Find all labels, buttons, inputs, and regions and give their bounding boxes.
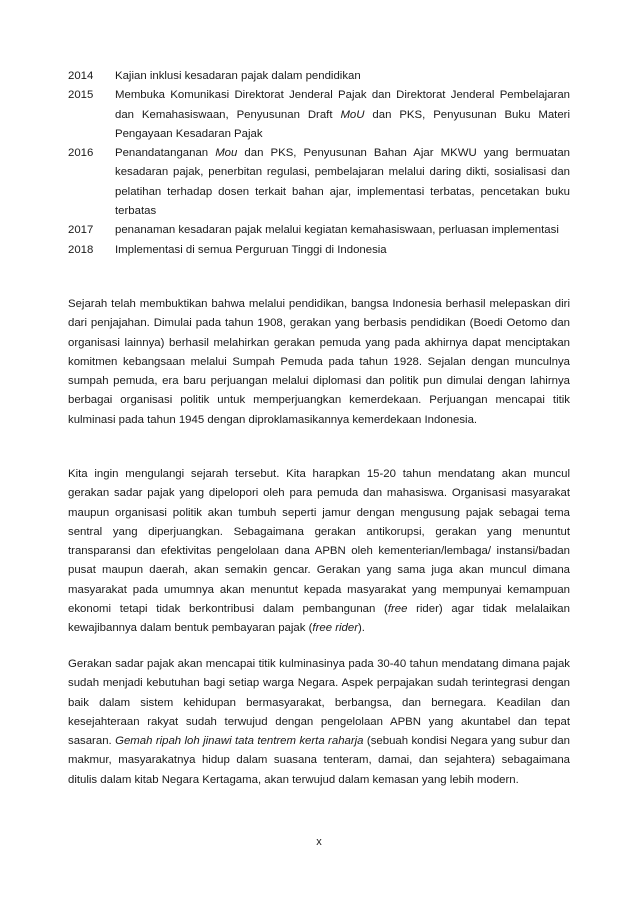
paragraph-history: Sejarah telah membuktikan bahwa melalui pendidikan, bangsa Indonesia berhasil melepaskan diri dari penjajahan. Dimulai pada tahun 1908, gerakan yang berbasis pendidikan (Boedi Oetomo dan organisasi lainnya) berhasil melahirkan gerakan pemuda yang pada akhirnya dapat menciptakan komitmen kebangsaan melalui Sumpah Pemuda pada tahun 1928. Sejalan dengan munculnya sumpah pemuda, era baru perjuangan melalui diplomasi dan politik pun dimulai dengan lahirnya berbagai organisasi politik untuk memperjuangkan kemerdekaan. Perjuangan mencapai titik kulminasi pada tahun 1945 dengan diproklamasikannya kemerdekaan Indonesia. [68,298,570,426]
timeline-list [68,67,570,260]
italic-term: free rider [312,622,359,635]
timeline-italic-term: Mou [215,147,238,160]
italic-term: free [387,603,408,616]
timeline-row [68,67,570,86]
timeline-text-part: Membuka Komunikasi Direktorat Jenderal Pajak dan Direktorat Jenderal Pembelajaran dan Kemahasiswaan, Penyusunan Draft [115,89,570,121]
page-number: x [316,836,322,848]
timeline-italic-term: MoU [340,108,365,121]
timeline-text [115,86,570,144]
paragraph-text-part: Gerakan sadar pajak akan mencapai titik kulminasinya pada 30-40 tahun mendatang dimana pajak sudah menjadi kebutuhan bagi setiap warga Negara. Aspek perpajakan sudah terintegrasi dengan baik dalam sistem kehidupan bermasyarakat, berbangsa, dan bernegara. Keadilan dan kesejahteraan rakyat sudah terwujud dengan pengelolaan APBN yang akuntabel dan tepat sasaran. [68,658,570,748]
timeline-year: 2017 [68,224,94,237]
timeline-text [115,144,570,221]
timeline-text-part: dan PKS, Penyusunan Bahan Ajar MKWU yang bermuatan kesadaran pajak, penerbitan regulasi, pembelajaran melalui daring dikti, sosialisasi dan pelatihan terhadap dosen terkait bahan ajar, implementasi terbatas, pencetakan buku terbatas [115,147,570,218]
timeline-year: 2018 [68,243,94,256]
paragraph-text-part: Kita ingin mengulangi sejarah tersebut. Kita harapkan 15-20 tahun mendatang akan muncul gerakan sadar pajak yang dipelopori oleh para pemuda dan mahasiswa. Organisasi masyarakat maupun organisasi politik akan tumbuh seperti jamur dengan mengusung pajak sebagai tema sentral yang diperjuangkan. Sebagaimana gerakan antikorupsi, gerakan yang menuntut transparansi dan efektivitas pengelolaan dana APBN oleh kementerian/lembaga/ instansi/badan pusat maupun daerah, akan semakin gencar. Gerakan yang sama juga akan muncul dimana masyarakat pada umumnya akan menuntut kepada masyarakat yang mempunyai kemampuan ekonomi tetapi tidak berkontribusi dalam pembangunan ( [68,468,570,616]
paragraph-tax-movement [68,465,570,639]
timeline-text-part: Penandatanganan [115,147,216,160]
paragraph-text-part: (sebuah kondisi Negara yang subur dan makmur, masyarakatnya hidup dalam suasana tenteram, damai, dan sejahtera) sebagaimana ditulis dalam kitab Negara Kertagama, akan terwujud dalam kemasan yang lebih modern. [68,735,571,786]
timeline-row [68,144,570,221]
timeline-row [68,86,570,144]
timeline-row [68,241,570,260]
timeline-row [68,221,570,240]
timeline-text: Implementasi di semua Perguruan Tinggi di Indonesia [115,243,387,256]
timeline-text: penanaman kesadaran pajak melalui kegiatan kemahasiswaan, perluasan implementasi [115,224,559,237]
paragraph-culmination [68,655,570,790]
paragraph-text-part: rider) agar tidak melalaikan kewajibannya dalam bentuk pembayaran pajak ( [68,603,570,635]
timeline-text-part: dan PKS, Penyusunan Buku Materi Pengayaan Kesadaran Pajak [115,108,570,140]
paragraph-text-part: ). [358,622,365,635]
timeline-text: Kajian inklusi kesadaran pajak dalam pendidikan [115,70,361,82]
timeline-year: 2015 [68,89,94,102]
timeline-year: 2014 [68,70,94,82]
italic-phrase: Gemah ripah loh jinawi tata tentrem kerta raharja [115,735,364,748]
timeline-year: 2016 [68,147,94,160]
